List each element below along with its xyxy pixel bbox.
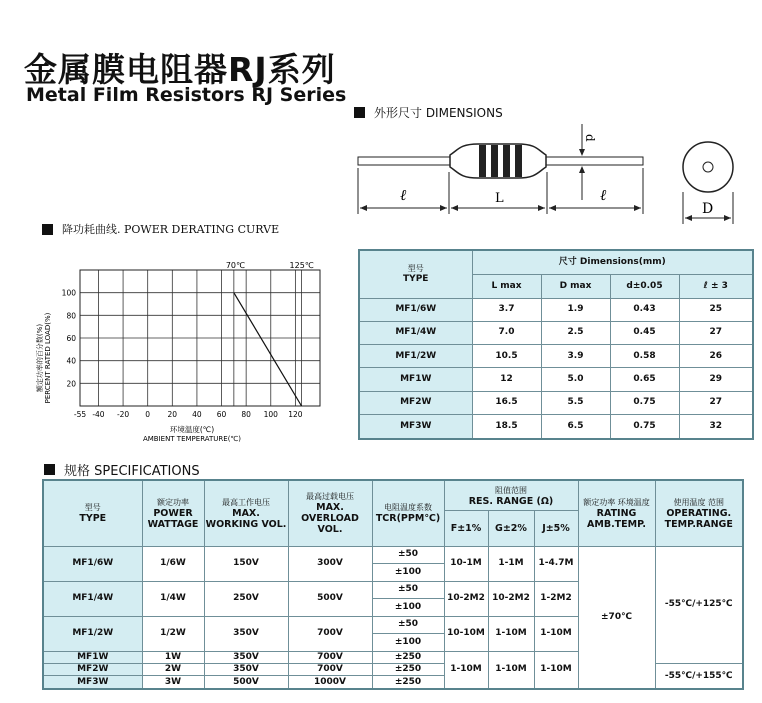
- spec-power-cell: 1/4W: [142, 581, 204, 616]
- spec-working-cell: 250V: [204, 581, 288, 616]
- spec-working-cell: 500V: [204, 676, 288, 689]
- dim-cell: 1.9: [541, 298, 610, 321]
- dim-cell: 18.5: [472, 415, 541, 439]
- resistor-side-view: [358, 144, 643, 178]
- dim-cell: 0.45: [610, 321, 679, 344]
- dim-col-d: d±0.05: [610, 274, 679, 298]
- dim-type-cell: MF3W: [359, 415, 472, 439]
- spec-tcr-cell: ±100: [372, 564, 444, 582]
- y-tick-label: 20: [66, 379, 76, 389]
- dim-cell: 12: [472, 368, 541, 391]
- spec-working-cell: 350V: [204, 651, 288, 663]
- square-bullet-icon: [42, 224, 53, 235]
- spec-type-cell: MF1/4W: [43, 581, 142, 616]
- dimensions-heading: [354, 104, 503, 121]
- dim-col-ell: ℓ ± 3: [679, 274, 753, 298]
- lead-diameter-label: d: [583, 134, 597, 142]
- dim-cell: 6.5: [541, 415, 610, 439]
- dim-type-cell: MF1W: [359, 368, 472, 391]
- x-tick-label: 40: [192, 410, 202, 419]
- annotation-125c: 125℃: [289, 261, 314, 270]
- dim-cell: 0.43: [610, 298, 679, 321]
- page-title-cn: 金属膜电阻器RJ系列: [24, 50, 336, 89]
- x-tick-label: 120: [288, 410, 303, 419]
- body-diameter-label: D: [702, 201, 714, 217]
- spec-tcr-header: 电阻温度系数 TCR(PPM℃): [372, 480, 444, 546]
- spec-power-header: 额定功率 POWER WATTAGE: [142, 480, 204, 546]
- spec-rating-temp-header: 额定功率 环境温度 RATING AMB.TEMP.: [578, 480, 655, 546]
- spec-f-cell: 10-10M: [444, 616, 488, 651]
- dim-col-dmax: D max: [541, 274, 610, 298]
- derating-chart: [28, 258, 340, 448]
- specifications-table: [42, 479, 744, 690]
- square-bullet-icon: [354, 107, 365, 118]
- spec-overload-cell: 700V: [288, 616, 372, 651]
- y-tick-label: 100: [61, 288, 76, 298]
- y-tick-label: 80: [66, 311, 76, 321]
- x-tick-label: 20: [167, 410, 178, 419]
- dim-cell: 27: [679, 391, 753, 414]
- dim-cell: 29: [679, 368, 753, 391]
- dim-type-cell: MF1/4W: [359, 321, 472, 344]
- table-row: [359, 391, 753, 414]
- dim-cell: 16.5: [472, 391, 541, 414]
- x-tick-label: -20: [116, 410, 130, 419]
- spec-type-cell: MF2W: [43, 664, 142, 676]
- specifications-heading: [44, 460, 200, 479]
- spec-rating-temp-cell: ±70℃: [578, 546, 655, 689]
- spec-overload-cell: 300V: [288, 546, 372, 581]
- resistor-end-view: [683, 142, 733, 224]
- table-row: [43, 546, 743, 564]
- spec-tcr-cell: ±250: [372, 676, 444, 689]
- annotation-70c: 70℃: [225, 261, 246, 270]
- spec-overload-cell: 500V: [288, 581, 372, 616]
- resistor-dimension-diagram: [350, 122, 760, 230]
- spec-tcr-cell: ±50: [372, 581, 444, 599]
- spec-g-cell: 1-10M: [488, 651, 534, 689]
- spec-type-cell: MF1/6W: [43, 546, 142, 581]
- spec-power-cell: 1/6W: [142, 546, 204, 581]
- spec-power-cell: 2W: [142, 664, 204, 676]
- spec-power-cell: 1/2W: [142, 616, 204, 651]
- spec-tcr-cell: ±50: [372, 546, 444, 564]
- dimensions-table: [358, 249, 754, 440]
- dim-cell: 10.5: [472, 345, 541, 368]
- dimensions-heading-text: 外形尺寸 DIMENSIONS: [374, 106, 503, 120]
- spec-f-header: F±1%: [444, 511, 488, 546]
- dim-cell: 0.75: [610, 391, 679, 414]
- spec-type-cell: MF1/2W: [43, 616, 142, 651]
- x-tick-label: 100: [263, 410, 278, 419]
- dim-cell: 5.0: [541, 368, 610, 391]
- chart-ticks: [62, 289, 303, 419]
- table-row: [359, 298, 753, 321]
- spec-tcr-cell: ±100: [372, 634, 444, 652]
- spec-power-cell: 3W: [142, 676, 204, 689]
- square-bullet-icon: [44, 464, 55, 475]
- spec-tcr-cell: ±250: [372, 664, 444, 676]
- spec-power-cell: 1W: [142, 651, 204, 663]
- derating-curve-line: [234, 293, 302, 406]
- dim-group-header: 尺寸 Dimensions(mm): [472, 250, 753, 274]
- dim-cell: 5.5: [541, 391, 610, 414]
- spec-oper-range-header: 使用温度 范围 OPERATING. TEMP.RANGE: [655, 480, 743, 546]
- x-tick-label: 0: [145, 410, 151, 419]
- y-axis-label-en: PERCENT RATED LOAD(%): [44, 312, 52, 404]
- chart-grid: [80, 270, 320, 406]
- table-row: [359, 415, 753, 439]
- spec-type-header: 型号 TYPE: [43, 480, 142, 546]
- spec-j-cell: 1-10M: [534, 651, 578, 689]
- dim-type-cell: MF1/6W: [359, 298, 472, 321]
- x-tick-label: 60: [216, 410, 227, 419]
- x-tick-label: 80: [241, 410, 251, 419]
- spec-j-cell: 1-10M: [534, 616, 578, 651]
- derating-heading-text: 降功耗曲线. POWER DERATING CURVE: [62, 223, 280, 236]
- spec-working-cell: 150V: [204, 546, 288, 581]
- spec-res-range-header: 阻值范围 RES. RANGE (Ω): [444, 480, 578, 511]
- y-axis-label-cn: 额定功率的百分数(%): [36, 323, 44, 393]
- table-row: [359, 345, 753, 368]
- spec-type-cell: MF3W: [43, 676, 142, 689]
- dim-cell: 32: [679, 415, 753, 439]
- x-tick-label: -40: [92, 410, 105, 419]
- spec-g-header: G±2%: [488, 511, 534, 546]
- y-tick-label: 60: [66, 334, 76, 343]
- spec-g-cell: 1-10M: [488, 616, 534, 651]
- ell-left-label: ℓ: [400, 186, 407, 204]
- dim-cell: 7.0: [472, 321, 541, 344]
- dim-type-cell: MF1/2W: [359, 345, 472, 368]
- spec-overload-cell: 700V: [288, 664, 372, 676]
- x-axis-label-cn: 环境温度(℃): [169, 425, 215, 434]
- dim-cell: 27: [679, 321, 753, 344]
- page-title-en: Metal Film Resistors RJ Series: [26, 84, 347, 106]
- spec-working-cell: 350V: [204, 616, 288, 651]
- spec-j-header: J±5%: [534, 511, 578, 546]
- spec-j-cell: 1-4.7M: [534, 546, 578, 581]
- spec-tcr-cell: ±250: [372, 651, 444, 663]
- x-axis-label-en: AMBIENT TEMPERATURE(℃): [142, 435, 242, 443]
- dim-cell: 3.7: [472, 298, 541, 321]
- spec-f-cell: 10-2M2: [444, 581, 488, 616]
- dim-type-cell: MF2W: [359, 391, 472, 414]
- spec-overload-header: 最高过载电压 MAX. OVERLOAD VOL.: [288, 480, 372, 546]
- dim-cell: 0.65: [610, 368, 679, 391]
- spec-g-cell: 10-2M2: [488, 581, 534, 616]
- table-row: [359, 368, 753, 391]
- dim-cell: 25: [679, 298, 753, 321]
- spec-f-cell: 1-10M: [444, 651, 488, 689]
- spec-oper-range-cell-2: -55℃/+155℃: [655, 664, 743, 689]
- table-row: [359, 321, 753, 344]
- dim-cell: 2.5: [541, 321, 610, 344]
- spec-j-cell: 1-2M2: [534, 581, 578, 616]
- spec-overload-cell: 1000V: [288, 676, 372, 689]
- spec-working-header: 最高工作电压 MAX. WORKING VOL.: [204, 480, 288, 546]
- ell-right-label: ℓ: [600, 186, 607, 204]
- specifications-heading-text: 规格 SPECIFICATIONS: [64, 464, 200, 479]
- dim-cell: 0.58: [610, 345, 679, 368]
- spec-tcr-cell: ±100: [372, 599, 444, 617]
- spec-g-cell: 1-1M: [488, 546, 534, 581]
- spec-tcr-cell: ±50: [372, 616, 444, 634]
- dim-col-lmax: L max: [472, 274, 541, 298]
- derating-heading: [42, 221, 279, 237]
- dim-cell: 0.75: [610, 415, 679, 439]
- x-tick-label: -55: [73, 410, 87, 419]
- spec-oper-range-cell-1: -55℃/+125℃: [655, 546, 743, 664]
- dim-cell: 26: [679, 345, 753, 368]
- spec-overload-cell: 700V: [288, 651, 372, 663]
- spec-working-cell: 350V: [204, 664, 288, 676]
- spec-f-cell: 10-1M: [444, 546, 488, 581]
- dim-type-header: 型号 TYPE: [359, 250, 472, 298]
- y-tick-label: 40: [66, 356, 76, 366]
- dim-cell: 3.9: [541, 345, 610, 368]
- spec-type-cell: MF1W: [43, 651, 142, 663]
- body-length-label: L: [495, 191, 504, 206]
